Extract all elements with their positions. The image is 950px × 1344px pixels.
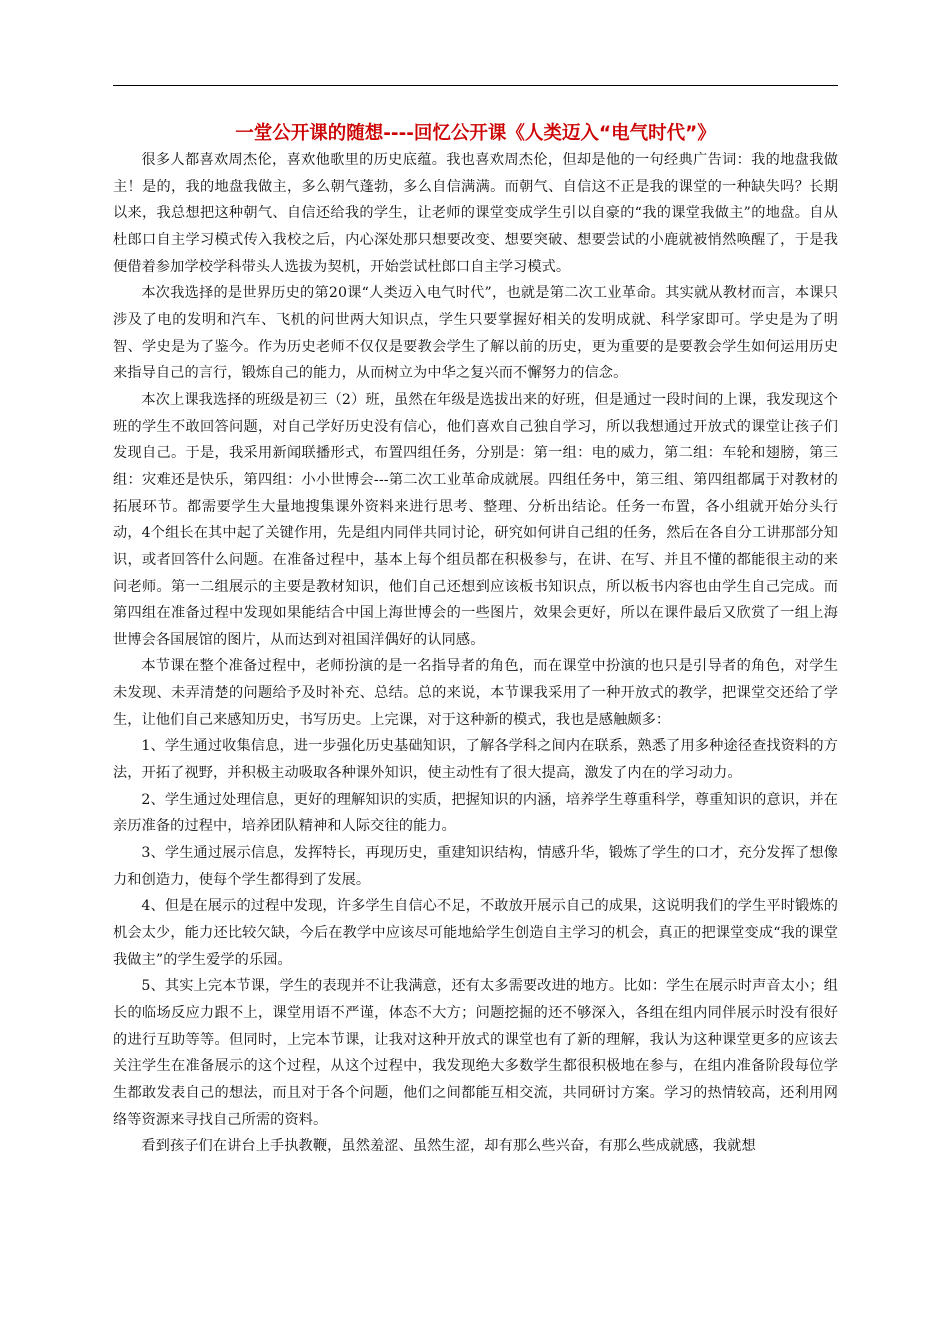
reflection-point-3: 3、学生通过展示信息，发挥特长，再现历史，重建知识结构，情感升华，锻炼了学生的口才，充分发挥了想像力和创造力，使每个学生都得到了发展。 (113, 845, 838, 888)
article-body (113, 147, 838, 1160)
paragraph-teacher-role: 本节课在整个准备过程中，老师扮演的是一名指导者的角色，而在课堂中扮演的也只是引导者的角色，对学生未发现、未弄清楚的问题给予及时补充、总结。总的来说，本节课我采用了一种开放式的教学，把课堂交还给了学生，让他们自己来感知历史，书写历史。上完课，对于这种新的模式，我也是感触颇多： (113, 658, 838, 728)
reflection-point-1: 1、学生通过收集信息，进一步强化历史基础知识，了解各学科之间内在联系，熟悉了用多种途径查找资料的方法，开拓了视野，并积极主动吸取各种课外知识，使主动性有了很大提高，激发了内在的学习动力。 (113, 738, 838, 782)
header-rule (113, 85, 838, 86)
page-title: 一堂公开课的随想----回忆公开课《人类迈入“电气时代”》 (235, 123, 716, 144)
reflection-point-5: 5、其实上完本节课，学生的表现并不让我满意，还有太多需要改进的地方。比如：学生在展示时声音太小；组长的临场反应力跟不上，课堂用语不严谨，体态不大方；问题挖掘的还不够深入，各组在组内同伴展示时没有很好的进行互助等等。但同时，上完本节课，让我对这种开放式的课堂也有了新的理解，我认为这种课堂更多的应该去关注学生在准备展示的这个过程，从这个过程中，我发现绝大多数学生都很积极地在参与，在组内准备阶段每位学生都敢发表自己的想法，而且对于各个问题，他们之间都能互相交流，共同研讨方案。学习的热情较高，还利用网络等资源来寻找自己所需的资料。 (113, 978, 838, 1128)
paragraph-closing: 看到孩子们在讲台上手执教鞭，虽然羞涩、虽然生涩，却有那么些兴奋，有那么些成就感，我就想 (141, 1138, 756, 1155)
reflection-point-2: 2、学生通过处理信息，更好的理解知识的实质，把握知识的内涵，培养学生尊重科学，尊重知识的意识，并在亲历准备的过程中，培养团队精神和人际交往的能力。 (113, 791, 838, 835)
paragraph-lesson-choice: 本次我选择的是世界历史的第20课“人类迈入电气时代”，也就是第二次工业革命。其实就从教材而言，本课只涉及了电的发明和汽车、飞机的问世两大知识点，学生只要掌握好相关的发明成就、科学家即可。学史是为了明智、学史是为了鉴今。作为历史老师不仅仅是要教会学生了解以前的历史，更为重要的是要教会学生如何运用历史来指导自己的言行，锻炼自己的能力，从而树立为中华之复兴而不懈努力的信念。 (113, 285, 838, 382)
paragraph-intro: 很多人都喜欢周杰伦，喜欢他歌里的历史底蕴。我也喜欢周杰伦，但却是他的一句经典广告词：我的地盘我做主！是的，我的地盘我做主，多么朝气蓬勃，多么自信满满。而朝气、自信这不正是我的课堂的一种缺失吗？长期以来，我总想把这种朝气、自信还给我的学生，让老师的课堂变成学生引以自豪的“我的课堂我做主”的地盘。自从杜郎口自主学习模式传入我校之后，内心深处那只想要改变、想要突破、想要尝试的小鹿就被悄然唤醒了，于是我便借着参加学校学科带头人选拔为契机，开始尝试杜郎口自主学习模式。 (113, 152, 838, 275)
reflection-point-4: 4、但是在展示的过程中发现，许多学生自信心不足，不敢放开展示自己的成果，这说明我们的学生平时锻炼的机会太少，能力还比较欠缺，今后在教学中应该尽可能地給学生创造自主学习的机会，真正的把课堂变成“我的课堂我做主”的学生爱学的乐园。 (113, 898, 838, 968)
paragraph-class-tasks: 本次上课我选择的班级是初三（2）班，虽然在年级是选拔出来的好班，但是通过一段时间的上课，我发现这个班的学生不敢回答问题，对自己学好历史没有信心，他们喜欢自己独自学习，所以我想通过开放式的课堂让孩子们发现自己。于是，我采用新闻联播形式，布置四组任务，分别是：第一组：电的威力，第二组：车轮和翅膀，第三组：灾难还是快乐，第四组：小小世博会---第二次工业革命成就展。四组任务中，第三组、第四组都属于对教材的拓展环节。都需要学生大量地搜集课外资料来进行思考、整理、分析出结论。任务一布置，各小组就开始分头行动，4个组长在其中起了关键作用，先是组内同伴共同讨论，研究如何讲自己组的任务，然后在各自分工讲那部分知识，或者回答什么问题。在准备过程中，基本上每个组员都在积极参与，在讲、在写、并且不懂的都能很主动的来问老师。第一二组展示的主要是教材知识，他们自己还想到应该板书知识点，所以板书内容也由学生自己完成。而第四组在准备过程中发现如果能结合中国上海世博会的一些图片，效果会更好，所以在课件最后又欣赏了一组上海世博会各国展馆的图片，从而达到对祖国洋偶好的认同感。 (113, 391, 838, 648)
